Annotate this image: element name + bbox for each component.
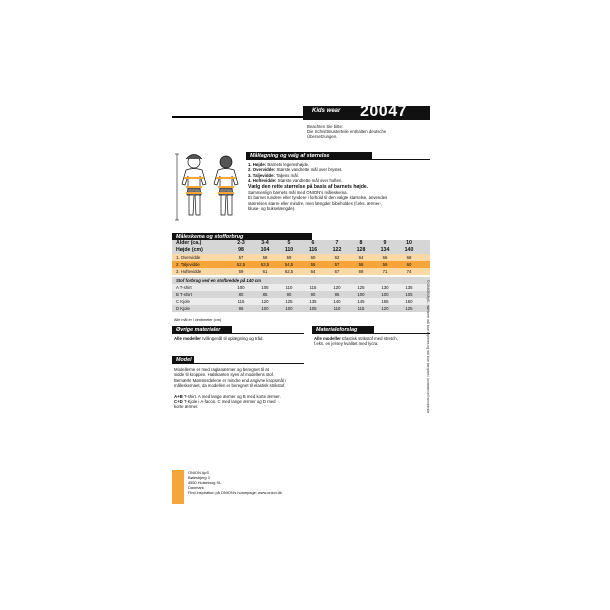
table-cell: 57 <box>334 262 340 267</box>
note-line: Übersetzungen. <box>307 134 338 140</box>
table-cell: 59 <box>286 255 292 260</box>
para-line: Er barnet rundere eller tyndere i forhold til den valgte størrelse, anvendes <box>248 195 388 201</box>
measure-row <box>172 268 430 275</box>
material-suggestion-text: Alle modeller Elastisk strikstof med stretch, f.eks. en jersey kvalitet med lycra. <box>314 336 398 347</box>
measure-row <box>172 261 430 268</box>
footer-address: ONION ApS Bøiesbjerg 3 4550 Holsebrog SL Danmark Find inspiration på ONION's homepage: www.onion.dk <box>188 470 282 495</box>
other-materials-text: Alle modeller tvillingenål til oplægning og tråd. <box>174 336 264 341</box>
table-cell: 134 <box>380 247 390 253</box>
table-cell: 125 <box>285 299 293 304</box>
table-cell: 100 <box>237 285 245 290</box>
footer-accent-block <box>172 470 184 504</box>
table-cell: 100 <box>261 306 269 311</box>
measure-instructions <box>248 162 430 212</box>
table-cell: 128 <box>356 247 366 253</box>
row-label: Stof forbrug ved en stofbredde på 140 cm <box>176 278 261 283</box>
table-cell: 110 <box>285 285 293 290</box>
row-label: 1. Overvidde <box>176 255 201 260</box>
table-cell: 110 <box>333 306 341 311</box>
table-cell: 69 <box>358 269 364 274</box>
row-label: D Kjole <box>176 306 190 311</box>
pattern-number: 20047 <box>360 103 407 120</box>
fabric-header-row <box>172 277 430 284</box>
table-cell: 58 <box>358 262 364 267</box>
table-cell: 9 <box>383 240 387 246</box>
fabric-row <box>172 298 430 305</box>
table-cell: 155 <box>381 299 389 304</box>
table-cell: 60 <box>406 262 412 267</box>
table-cell: 10 <box>406 240 412 246</box>
table-cell: 100 <box>381 292 389 297</box>
measure-item: 1. Højde: Barnets legemshøjde. <box>248 162 310 167</box>
measure-section-bar <box>246 152 372 160</box>
table-cell: 64 <box>310 269 316 274</box>
table-cell: 122 <box>332 247 342 253</box>
table-cell: 110 <box>284 247 294 253</box>
size-rule-line: Vælg den rette størrelse på basis af barnets højde. <box>248 183 369 190</box>
table-cell: 160 <box>405 299 413 304</box>
table-cell: 95 <box>334 292 340 297</box>
age-row <box>172 240 430 247</box>
table-cell: 5 <box>287 240 291 246</box>
row-label: B T-shirt <box>176 292 192 297</box>
table-cell: 120 <box>333 285 341 290</box>
table-cell: 6 <box>311 240 315 246</box>
table-cell: 125 <box>357 285 365 290</box>
other-materials-title: Øvrige materialer <box>176 327 221 333</box>
section-rule <box>372 159 430 160</box>
table-section-title: Måleskema og stofforbrug <box>176 234 244 240</box>
table-cell: 116 <box>308 247 318 253</box>
model-section-title: Model <box>176 357 192 363</box>
fabric-row <box>172 291 430 298</box>
table-cell: 115 <box>357 306 365 311</box>
section-rule <box>374 333 430 334</box>
table-cell: 90 <box>286 292 292 297</box>
height-row <box>172 247 430 254</box>
note-line: Beachten Sie bitte: <box>307 124 344 129</box>
measure-row <box>172 254 430 261</box>
table-cell: 62,5 <box>284 269 294 274</box>
measure-section-title: Måltagning og valg af størrelse <box>250 153 330 159</box>
table-cell: 57 <box>238 255 244 260</box>
table-cell: 115 <box>237 299 245 304</box>
table-cell: 120 <box>381 306 389 311</box>
table-cell: 130 <box>381 285 389 290</box>
measure-item: 2. Overvidde: Største vandrette mål over brystet. <box>248 167 343 173</box>
row-label: C Kjole <box>176 299 190 304</box>
table-cell: 85 <box>262 292 268 297</box>
table-cell: 80 <box>238 292 244 297</box>
table-cell: 59 <box>382 262 388 267</box>
table-cell: 52,5 <box>236 262 246 267</box>
table-cell: 105 <box>405 292 413 297</box>
table-cell: 100 <box>357 292 365 297</box>
measurement-figures-illustration <box>174 150 246 222</box>
section-rule <box>194 363 304 364</box>
table-cell: 55 <box>310 262 316 267</box>
table-cell: 7 <box>335 240 339 246</box>
german-note <box>307 124 431 140</box>
other-materials-bar <box>172 326 232 334</box>
table-footnote: Alle mål er i centimeter (cm) <box>174 318 222 322</box>
side-copyright-text: © ONION ApS - mønstret må ikke kopieres og må ikke benyttes i kommerciel henseende <box>426 280 430 414</box>
table-cell: 8 <box>359 240 363 246</box>
table-cell: 115 <box>309 285 317 290</box>
table-cell: 100 <box>285 306 293 311</box>
table-cell: 71 <box>382 269 388 274</box>
table-cell: 2-3 <box>237 240 245 246</box>
row-label: 2. Taljevidde <box>176 262 200 267</box>
table-cell: 61 <box>262 269 268 274</box>
side-copyright <box>424 280 432 490</box>
table-cell: 68 <box>406 255 412 260</box>
table-cell: 90 <box>310 292 316 297</box>
fabric-row <box>172 305 430 312</box>
table-cell: 74 <box>406 269 412 274</box>
table-cell: 104 <box>260 247 270 253</box>
table-cell: 54,5 <box>284 262 294 267</box>
note-line: Die Schnittmusterteile enthalten deutsche <box>307 129 387 135</box>
section-rule <box>232 333 304 334</box>
table-cell: 59 <box>238 269 244 274</box>
table-cell: 64 <box>358 255 364 260</box>
table-cell: 53,5 <box>260 262 270 267</box>
table-cell: 135 <box>405 285 413 290</box>
row-label: Alder (ca.) <box>176 240 202 246</box>
table-cell: 135 <box>309 299 317 304</box>
table-cell: 105 <box>309 306 317 311</box>
row-label: A T-shirt <box>176 285 192 290</box>
table-cell: 140 <box>333 299 341 304</box>
brand-label: Kids wear <box>312 108 341 114</box>
para-line: størrelsen større eller mindre, men længder bibeholdes (f.eks. ærmer-, <box>248 200 383 206</box>
table-cell: 140 <box>404 247 414 253</box>
measure-item: 3. Taljevidde: Taljens mål. <box>248 172 299 178</box>
table-cell: 125 <box>405 306 413 311</box>
table-cell: 145 <box>357 299 365 304</box>
material-suggestion-bar <box>312 326 374 334</box>
model-section-bar <box>172 356 194 364</box>
row-label: 3. Hoftevidde <box>176 269 202 274</box>
para-line: bluse- og bukselængde). <box>248 206 296 212</box>
table-cell: 60 <box>310 255 316 260</box>
table-cell: 120 <box>261 299 269 304</box>
table-cell: 66 <box>382 255 388 260</box>
table-cell: 98 <box>238 247 244 253</box>
table-cell: 95 <box>238 306 244 311</box>
table-cell: 67 <box>334 269 340 274</box>
table-cell: 105 <box>261 285 269 290</box>
measure-item: 4. Hoftevidde: Største vandrette mål over hoften. <box>248 178 343 184</box>
fabric-row <box>172 284 430 291</box>
row-label: Højde (cm) <box>176 247 203 253</box>
table-cell: 62 <box>334 255 340 260</box>
table-cell: 3-4 <box>261 240 269 246</box>
para-line: Sammenlign barnets mål med ONION's måleskema. <box>248 190 348 196</box>
model-description: Modellerne er med raglanærmer og beregnet til at sidde til kroppen. Halskanten syes af modellens stof. Bemærk! Mønsterdelene er mindre end angivne kropsmål i måleskemaet, da modellen er beregnet til elastisk strikstof. A+B T-shirt. A med lange ærmer og B med korte ærmer. C+D T-Kjole i A-facon. C med lange ærmer og D med korte ærmer. <box>174 367 287 410</box>
table-cell: 58 <box>262 255 268 260</box>
material-suggestion-title: Materialeforslag <box>316 327 358 333</box>
